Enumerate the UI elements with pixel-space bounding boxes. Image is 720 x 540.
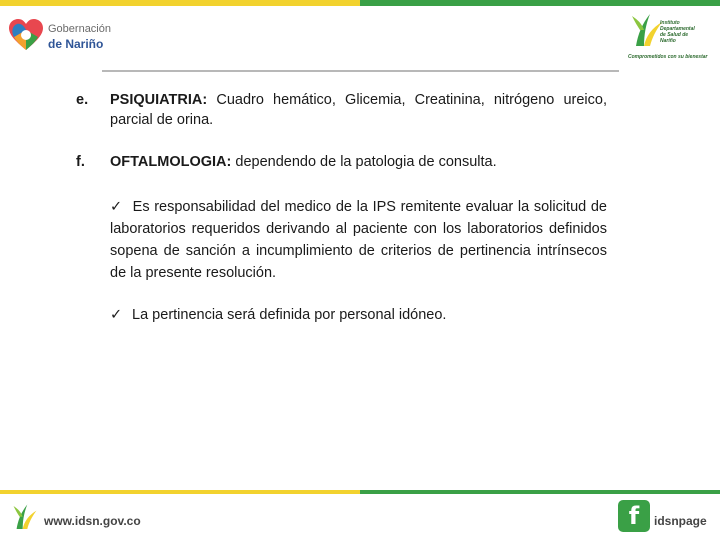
website-link[interactable]: www.idsn.gov.co bbox=[44, 514, 141, 528]
item-text: Cuadro hemático, Glicemia, Creatinina, nitrógeno ureico, parcial de orina. bbox=[110, 92, 607, 128]
plant-logo-icon bbox=[630, 10, 664, 48]
plant-logo-icon bbox=[12, 500, 38, 532]
bottom-bar-green bbox=[360, 490, 720, 494]
heart-logo-icon bbox=[8, 18, 44, 52]
facebook-icon[interactable]: f bbox=[618, 500, 650, 532]
institute-line: Nariño bbox=[660, 38, 676, 44]
top-color-bar bbox=[0, 0, 720, 6]
item-letter-f: f. bbox=[76, 154, 85, 170]
checkmark-icon: ✓ bbox=[110, 307, 123, 323]
institute-line: Departamental bbox=[660, 26, 695, 32]
bullet-text: Es responsabilidad del medico de la IPS remitente evaluar la solicitud de laboratorios requeridos derivando al paciente con los laboratorios definidos sopena de sanción a incumplimiento de criterios de pertinencia intrínsecos de la presente resolución. bbox=[110, 199, 607, 281]
bullet-text: La pertinencia será definida por personal idóneo. bbox=[128, 307, 447, 323]
institute-tagline: Comprometidos con su bienestar bbox=[628, 54, 708, 60]
bullet-pertinencia bbox=[110, 304, 607, 326]
footer-website[interactable] bbox=[12, 500, 152, 534]
item-title: OFTALMOLOGIA: bbox=[110, 154, 232, 170]
institute-name bbox=[660, 20, 695, 44]
gov-logo-line1: Gobernación bbox=[48, 23, 111, 35]
top-bar-yellow bbox=[0, 0, 360, 6]
item-psiquiatria bbox=[110, 90, 607, 130]
gov-logo-line2: de Nariño bbox=[48, 37, 104, 51]
bullet-responsabilidad bbox=[110, 196, 607, 284]
institute-line: de Salud de bbox=[660, 32, 689, 38]
institute-line: Instituto bbox=[660, 20, 680, 26]
checkmark-icon: ✓ bbox=[110, 199, 123, 215]
idsn-logo bbox=[626, 10, 712, 60]
bottom-color-bar bbox=[0, 490, 720, 494]
item-text: dependendo de la patologia de consulta. bbox=[231, 154, 497, 170]
gobernacion-logo bbox=[8, 16, 118, 56]
item-title: PSIQUIATRIA: bbox=[110, 92, 208, 108]
item-letter-e: e. bbox=[76, 92, 89, 108]
bottom-bar-yellow bbox=[0, 490, 360, 494]
top-bar-green bbox=[360, 0, 720, 6]
header-divider bbox=[102, 70, 619, 72]
footer-social[interactable] bbox=[618, 500, 714, 534]
social-handle[interactable]: idsnpage bbox=[654, 514, 707, 528]
item-oftalmologia bbox=[110, 152, 607, 172]
